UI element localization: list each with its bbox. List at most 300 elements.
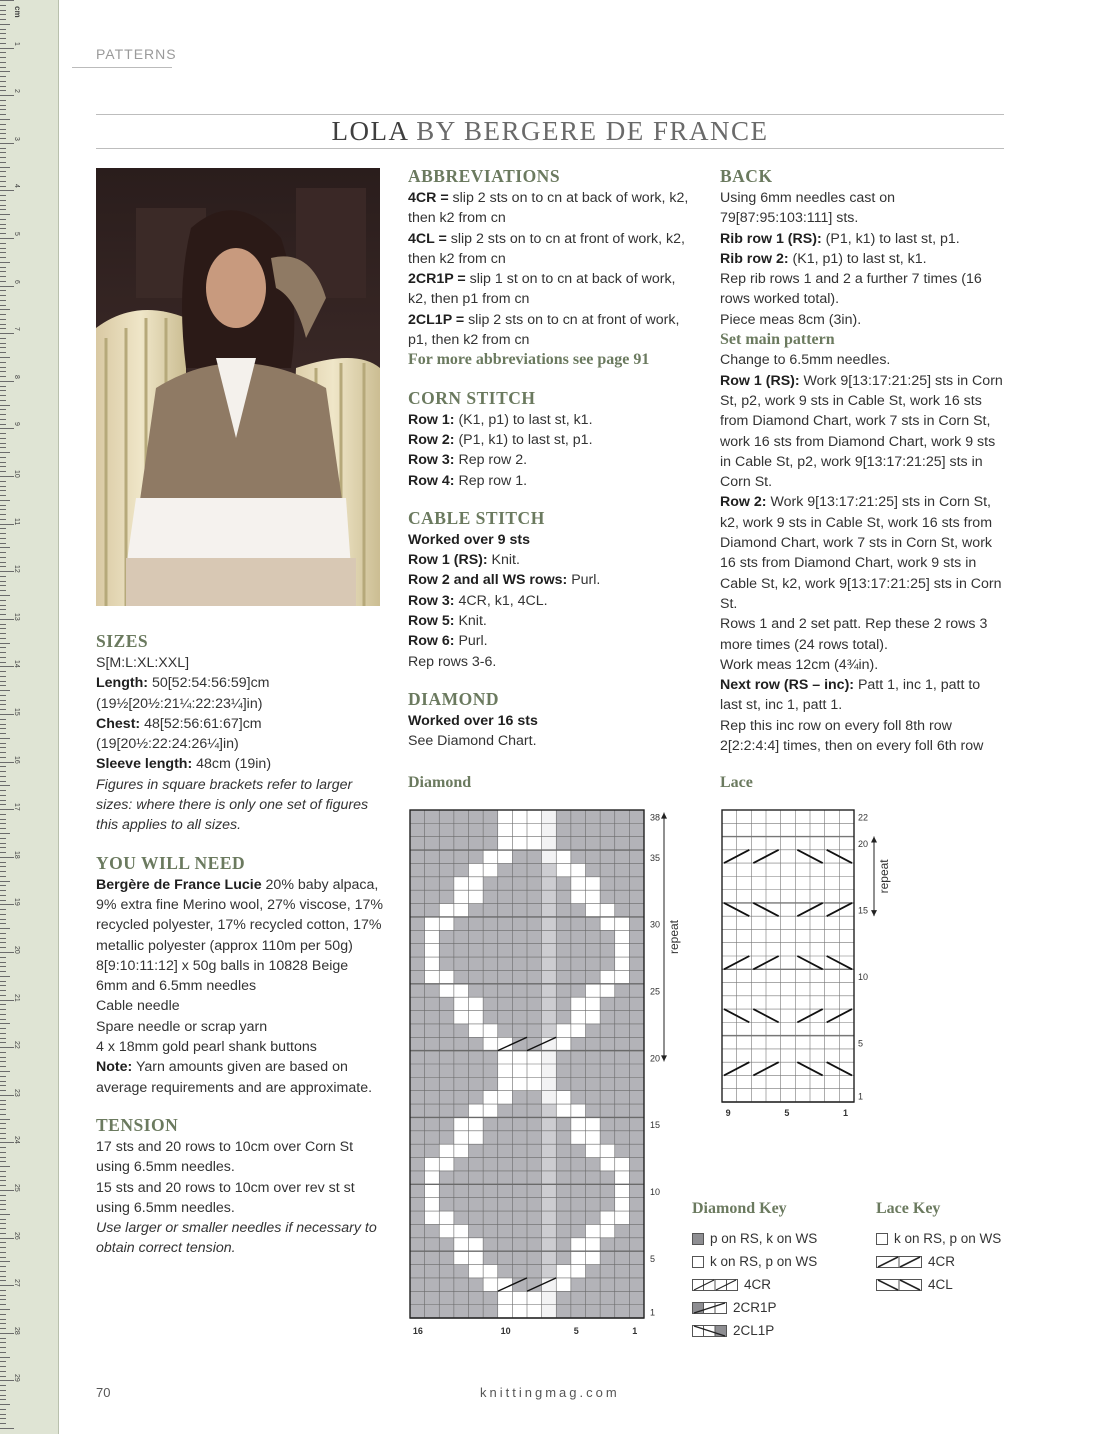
- length-imperial: (19½[20½:21¼:22:23¼]in): [96, 695, 263, 712]
- ruler-tick: [0, 1333, 14, 1334]
- knit-stitch-cell: [527, 837, 542, 850]
- sizes-list: S[M:L:XL:XXL]: [96, 655, 190, 671]
- ruler-tick: [0, 162, 6, 163]
- knit-stitch-cell: [425, 1198, 440, 1211]
- knit-stitch-cell: [469, 1131, 484, 1144]
- knit-stitch-cell: [600, 1144, 615, 1157]
- ruler-tick: [0, 43, 6, 44]
- repeat-arrow-down-icon: [871, 910, 877, 916]
- cable-needle-line: Cable needle: [96, 998, 180, 1015]
- knit-stitch-cell: [454, 904, 469, 917]
- ruler-tick: [0, 14, 6, 15]
- diamond-chart: [400, 800, 700, 1345]
- ruler-tick: [0, 514, 6, 515]
- knit-stitch-cell: [615, 917, 630, 930]
- row-text: Knit.: [454, 613, 487, 630]
- row-label: Row 3:: [408, 452, 455, 469]
- ruler-tick: [0, 67, 6, 68]
- ruler-tick: [0, 1371, 6, 1372]
- abbr-4cl: [408, 229, 693, 270]
- row-label: Rib row 2:: [720, 250, 789, 267]
- row-number-label: 22: [858, 812, 869, 823]
- ruler-tick: [0, 714, 14, 715]
- ruler-tick: [0, 333, 14, 334]
- key-item: [876, 1231, 1001, 1246]
- back-cast-on: Using 6mm needles cast on 79[87:95:103:111] sts.: [720, 190, 896, 227]
- ruler-label: 4: [13, 184, 20, 189]
- knit-stitch-cell: [483, 850, 498, 863]
- key-item: [692, 1231, 817, 1246]
- ruler-label: 25: [13, 1184, 20, 1192]
- section-tag: PATTERNS: [96, 46, 177, 62]
- ruler-tick: [0, 328, 6, 329]
- back-heading: BACK: [720, 166, 773, 186]
- ruler-tick: [0, 919, 6, 920]
- ruler-tick: [0, 557, 6, 558]
- column-number-label: 5: [784, 1108, 790, 1118]
- ruler-label: 8: [13, 374, 20, 379]
- ruler-tick: [0, 724, 6, 725]
- ruler-tick: [0, 766, 6, 767]
- ruler-tick: [0, 95, 14, 96]
- ruler-tick: [0, 167, 10, 168]
- ruler-tick: [0, 352, 6, 353]
- knit-stitch-cell: [469, 1117, 484, 1130]
- chest-value: 48[52:56:61:67]cm: [140, 715, 262, 732]
- ruler-tick: [0, 933, 6, 934]
- knit-stitch-cell: [600, 1211, 615, 1224]
- knit-stitch-cell: [483, 1278, 498, 1291]
- ruler-tick: [0, 1061, 6, 1062]
- ruler-tick: [0, 1123, 6, 1124]
- knit-stitch-cell: [454, 1251, 469, 1264]
- knit-stitch-cell: [571, 997, 586, 1010]
- ruler-tick: [0, 966, 6, 967]
- ruler-label: 21: [13, 993, 20, 1002]
- sleeve-value: 48cm (19in): [192, 756, 272, 773]
- knit-stitch-cell: [425, 944, 440, 957]
- ruler-tick: [0, 452, 10, 453]
- yarn-description: 20% baby alpaca, 9% extra fine Merino wool, 27% viscose, 17% recycled polyester, 17% recycled cotton, 17% metallic polyester (approx 110m per 50g): [96, 876, 384, 954]
- ruler-tick: [0, 1338, 6, 1339]
- row-label: Row 1 (RS):: [720, 372, 800, 389]
- knit-stitch-cell: [483, 1265, 498, 1278]
- ruler-tick: [0, 1000, 14, 1001]
- row-text: Work 9[13:17:21:25] sts in Corn St, p2, work 9 sts in Cable St, work 16 sts from Diamond Chart, work 7 sts in Corn St, work 16 sts from Diamond Chart, work 9 sts in Cable St, p2, work 9[13:17:21:25] sts in Corn St.: [720, 372, 1003, 491]
- ruler-tick: [0, 233, 6, 234]
- ruler-tick: [0, 248, 6, 249]
- cable-row: [408, 611, 693, 631]
- ruler-tick: [0, 62, 6, 63]
- ruler-tick: [0, 619, 14, 620]
- row-text: Patt 1, inc 1, patt to last st, inc 1, patt 1.: [720, 677, 981, 714]
- ruler-tick: [0, 419, 6, 420]
- ruler-label: 14: [13, 660, 20, 669]
- abbr-definition: slip 2 sts on to cn at back of work, k2, then k2 from cn: [408, 190, 689, 227]
- ruler-tick: [0, 409, 6, 410]
- knit-stitch-cell: [498, 1091, 513, 1104]
- ruler-tick: [0, 776, 6, 777]
- ruler-tick: [0, 666, 14, 667]
- ruler-unit-label: cm: [13, 6, 22, 18]
- ruler-tick: [0, 1038, 6, 1039]
- ruler-tick: [0, 466, 6, 467]
- ruler-tick: [0, 909, 6, 910]
- ruler-tick: [0, 1304, 6, 1305]
- spare-needle-line: Spare needle or scrap yarn: [96, 1018, 268, 1035]
- ruler-tick: [0, 148, 6, 149]
- tension-heading: TENSION: [96, 1114, 179, 1135]
- row-label: Row 4:: [408, 472, 455, 489]
- ruler-tick: [0, 1323, 6, 1324]
- knit-stitch-cell: [469, 1238, 484, 1251]
- corn-row: [408, 471, 693, 491]
- abbr-2cl1p: [408, 310, 693, 351]
- ruler-tick: [0, 486, 6, 487]
- 2cr1p-symbol-icon: [692, 1302, 727, 1314]
- row-label: Rib row 1 (RS):: [720, 230, 822, 247]
- knit-stitch-cell: [483, 1024, 498, 1037]
- knit-stitch-cell: [615, 970, 630, 983]
- knit-stitch-cell: [454, 890, 469, 903]
- more-abbreviations-link: For more abbreviations see page 91: [408, 351, 650, 369]
- ruler-tick: [0, 552, 6, 553]
- ruler-tick: [0, 942, 6, 943]
- ruler-tick: [0, 195, 6, 196]
- knit-stitch-cell: [527, 1051, 542, 1064]
- knit-stitch-cell: [469, 1251, 484, 1264]
- knit-stitch-cell: [498, 850, 513, 863]
- ruler-tick: [0, 19, 6, 20]
- knit-stitch-cell: [571, 1117, 586, 1130]
- ruler-tick: [0, 381, 14, 382]
- ruler-tick: [0, 1223, 6, 1224]
- ruler-label: 23: [13, 1088, 20, 1097]
- ruler-tick: [0, 1290, 6, 1291]
- ruler-tick: [0, 985, 6, 986]
- row-label: Row 1 (RS):: [408, 552, 488, 569]
- ruler-tick: [0, 1109, 6, 1110]
- ruler-tick: [0, 267, 6, 268]
- ruler-tick: [0, 581, 6, 582]
- ruler-label: 3: [13, 136, 20, 141]
- ruler-tick: [0, 171, 6, 172]
- lace-chart: [712, 800, 912, 1130]
- ruler-tick: [0, 590, 6, 591]
- ruler-tick: [0, 819, 6, 820]
- ruler-tick: [0, 614, 6, 615]
- knit-stitch-cell: [615, 1171, 630, 1184]
- knit-stitch-cell: [556, 1265, 571, 1278]
- knit-stitch-cell: [600, 984, 615, 997]
- ruler-tick: [0, 1019, 6, 1020]
- row-text: Rep row 1.: [454, 472, 528, 489]
- ruler-label: 2: [13, 89, 20, 94]
- diamond-heading: DIAMOND: [408, 688, 499, 709]
- knit-stitch-cell: [615, 1184, 630, 1197]
- row-text: (K1, p1) to last st, k1.: [788, 250, 927, 267]
- ruler-tick: [0, 1352, 6, 1353]
- knit-stitch-cell: [571, 1131, 586, 1144]
- corn-row: [408, 450, 693, 470]
- ruler-tick: [0, 1319, 6, 1320]
- ruler-tick: [0, 33, 6, 34]
- knit-stitch-cell: [512, 1291, 527, 1304]
- ruler-tick: [0, 1085, 6, 1086]
- ruler-tick: [0, 962, 6, 963]
- ruler-tick: [0, 1366, 6, 1367]
- abbr-2cr1p: [408, 269, 693, 310]
- ruler-tick: [0, 871, 6, 872]
- title-bottom-rule: [96, 148, 1004, 149]
- ruler-tick: [0, 309, 10, 310]
- ruler-label: 12: [13, 565, 20, 573]
- ruler-tick: [0, 1242, 6, 1243]
- knit-stitch-cell: [439, 1224, 454, 1237]
- ruler-tick: [0, 1195, 6, 1196]
- section-tag-underline: [72, 67, 172, 68]
- ruler-tick: [0, 1376, 6, 1377]
- ruler-tick: [0, 562, 6, 563]
- knit-stitch-cell: [425, 930, 440, 943]
- 4cr-symbol-icon: [692, 1279, 738, 1291]
- ruler-tick: [0, 1414, 6, 1415]
- ruler-label: 22: [13, 1041, 20, 1049]
- ruler-tick: [0, 219, 6, 220]
- knit-stitch-cell: [512, 1077, 527, 1090]
- column-number-label: 16: [412, 1326, 423, 1336]
- abbr-definition: slip 2 sts on to cn at front of work, k2, then k2 from cn: [408, 230, 685, 267]
- row-text: Rep row 2.: [454, 452, 528, 469]
- ruler-tick: [0, 1404, 10, 1405]
- cable-repeat: Rep rows 3-6.: [408, 653, 497, 670]
- ruler-tick: [0, 1185, 6, 1186]
- knit-stitch-cell: [615, 1198, 630, 1211]
- knit-stitch-cell: [483, 1104, 498, 1117]
- ruler-tick: [0, 57, 6, 58]
- model-photo: [96, 168, 380, 606]
- ruler-tick: [0, 0, 14, 1]
- ruler-tick: [0, 133, 6, 134]
- rib-row-1: [720, 229, 1005, 249]
- ruler-tick: [0, 443, 6, 444]
- balls-line: 8[9:10:11:12] x 50g balls in 10828 Beige: [96, 957, 349, 974]
- ruler-tick: [0, 1395, 6, 1396]
- ruler-tick: [0, 885, 6, 886]
- key-item: [692, 1300, 777, 1315]
- column-number-label: 1: [843, 1108, 849, 1118]
- row-number-label: 20: [650, 1053, 661, 1064]
- ruler-tick: [0, 119, 10, 120]
- ruler-tick: [0, 1266, 6, 1267]
- ruler-tick: [0, 1176, 6, 1177]
- cable-row: [408, 550, 693, 570]
- row-number-label: 25: [650, 986, 661, 997]
- knit-stitch-cell: [425, 957, 440, 970]
- ruler-tick: [0, 1390, 6, 1391]
- ruler-tick: [0, 976, 10, 977]
- ruler-tick: [0, 771, 6, 772]
- ruler-tick: [0, 709, 6, 710]
- ruler-tick: [0, 852, 6, 853]
- knit-stitch-cell: [454, 1224, 469, 1237]
- knit-stitch-cell: [527, 823, 542, 836]
- ruler-tick: [0, 995, 6, 996]
- knit-stitch-cell: [498, 1305, 513, 1318]
- ruler-tick: [0, 238, 14, 239]
- ruler-tick: [0, 48, 14, 49]
- ruler-tick: [0, 1142, 14, 1143]
- knit-stitch-cell: [454, 1238, 469, 1251]
- ruler-tick: [0, 747, 6, 748]
- column-number-label: 5: [573, 1326, 579, 1336]
- knit-stitch-cell: [615, 1211, 630, 1224]
- knit-stitch-cell: [498, 810, 513, 823]
- knit-stitch-cell: [469, 877, 484, 890]
- ruler-label: 5: [13, 232, 20, 236]
- sizes-heading: SIZES: [96, 631, 149, 651]
- row-label: Row 2 and all WS rows:: [408, 572, 568, 589]
- ruler-tick: [0, 490, 6, 491]
- work-measure: Work meas 12cm (4¾in).: [720, 656, 879, 673]
- row-text: 4CR, k1, 4CL.: [454, 592, 548, 609]
- back-piece-measure: Piece meas 8cm (3in).: [720, 311, 862, 328]
- ruler-tick: [0, 1261, 10, 1262]
- ruler-tick: [0, 1076, 6, 1077]
- ruler-tick: [0, 585, 6, 586]
- ruler-tick: [0, 1314, 6, 1315]
- ruler-tick: [0, 1180, 6, 1181]
- ruler-label: 10: [13, 470, 20, 478]
- ruler-tick: [0, 338, 6, 339]
- row-number-label: 5: [858, 1038, 864, 1049]
- ruler-tick: [0, 319, 6, 320]
- knit-stitch-cell: [439, 1144, 454, 1157]
- knit-stitch-cell: [498, 1037, 513, 1050]
- ruler-tick: [0, 1090, 6, 1091]
- ruler-tick: [0, 900, 6, 901]
- ruler-tick: [0, 500, 10, 501]
- key-label: k on RS, p on WS: [894, 1231, 1002, 1246]
- ruler-tick: [0, 357, 10, 358]
- tension-note: [96, 1218, 386, 1259]
- ruler-tick: [0, 71, 10, 72]
- row-text: Knit.: [487, 552, 520, 569]
- row-number-label: 35: [650, 852, 661, 863]
- length-value: 50[52:54:56:59]cm: [148, 675, 270, 692]
- ruler-tick: [0, 624, 6, 625]
- ruler-tick: [0, 1157, 6, 1158]
- lace-key-title: Lace Key: [876, 1200, 941, 1217]
- ruler-tick: [0, 533, 6, 534]
- repeat-arrow-up-icon: [871, 837, 877, 843]
- ruler-tick: [0, 129, 6, 130]
- ruler-tick: [0, 109, 6, 110]
- knit-stitch-cell: [586, 1224, 601, 1237]
- set-patt-repeat: Rows 1 and 2 set patt. Rep these 2 rows 3 more times (24 rows total).: [720, 616, 988, 653]
- ruler-tick: [0, 1252, 6, 1253]
- ruler-tick: [0, 281, 6, 282]
- ruler-tick: [0, 257, 6, 258]
- ruler-tick: [0, 143, 14, 144]
- knit-stitch-cell: [586, 997, 601, 1010]
- abbr-term: 4CL =: [408, 230, 447, 247]
- ruler-tick: [0, 1042, 6, 1043]
- ruler-tick: [0, 1081, 6, 1082]
- row-label: Row 6:: [408, 633, 455, 650]
- knit-stitch-cell: [527, 1305, 542, 1318]
- key-label: k on RS, p on WS: [710, 1254, 818, 1269]
- ruler-tick: [0, 833, 10, 834]
- ruler-tick: [0, 271, 6, 272]
- ruler-tick: [0, 643, 10, 644]
- ruler-tick: [0, 704, 6, 705]
- ruler-tick: [0, 462, 6, 463]
- cable-worked: [408, 530, 693, 550]
- row-number-label: 15: [858, 905, 869, 916]
- ruler-tick: [0, 1285, 14, 1286]
- ruler-label: 15: [13, 708, 20, 716]
- row-label: Row 5:: [408, 613, 455, 630]
- knit-stitch-cell: [586, 904, 601, 917]
- abbr-definition: slip 2 sts on to cn at front of work, p1, then k2 from cn: [408, 311, 680, 349]
- knit-stitch-cell: [498, 837, 513, 850]
- ruler-label: 27: [13, 1279, 20, 1287]
- ruler-tick: [0, 362, 6, 363]
- ruler-tick: [0, 1171, 6, 1172]
- ruler-tick: [0, 857, 14, 858]
- ruler-tick: [0, 1342, 6, 1343]
- ruler-tick: [0, 524, 14, 525]
- ruler-tick: [0, 181, 6, 182]
- chest-imperial: (19[20½:22:24:26¼]in): [96, 736, 239, 753]
- ruler-tick: [0, 1066, 6, 1067]
- knit-stitch-cell: [571, 877, 586, 890]
- ruler-tick: [0, 376, 6, 377]
- page-title: [96, 116, 1004, 147]
- ruler-tick: [0, 847, 6, 848]
- key-label: 4CL: [928, 1277, 953, 1292]
- knit-stitch-cell: [600, 904, 615, 917]
- ruler-tick: [0, 481, 6, 482]
- ruler-tick: [0, 671, 6, 672]
- ruler-tick: [0, 1200, 6, 1201]
- row-number-label: 10: [858, 971, 869, 982]
- ruler-tick: [0, 105, 6, 106]
- knit-stitch-cell: [483, 1037, 498, 1050]
- yarn-note-label: Note:: [96, 1059, 133, 1076]
- yarn-note-text: Yarn amounts given are based on average requirements and are approximate.: [96, 1059, 373, 1096]
- ruler-tick: [0, 157, 6, 158]
- ruler-tick: [0, 428, 14, 429]
- ruler-tick: [0, 52, 6, 53]
- knit-stitch-cell: [454, 1011, 469, 1024]
- key-item: [876, 1254, 955, 1269]
- knit-stitch-cell: [556, 1037, 571, 1050]
- knit-stitch-cell: [527, 1291, 542, 1304]
- knit-stitch-cell: [615, 930, 630, 943]
- ruler-tick: [0, 1147, 6, 1148]
- ruler-tick: [0, 176, 6, 177]
- ruler-tick: [0, 386, 6, 387]
- knit-stitch-cell: [586, 984, 601, 997]
- yarn-line: [96, 875, 386, 956]
- ruler-tick: [0, 286, 14, 287]
- ruler-tick: [0, 414, 6, 415]
- left-column: [96, 630, 386, 1259]
- ruler-tick: [0, 528, 6, 529]
- ruler-tick: [0, 938, 6, 939]
